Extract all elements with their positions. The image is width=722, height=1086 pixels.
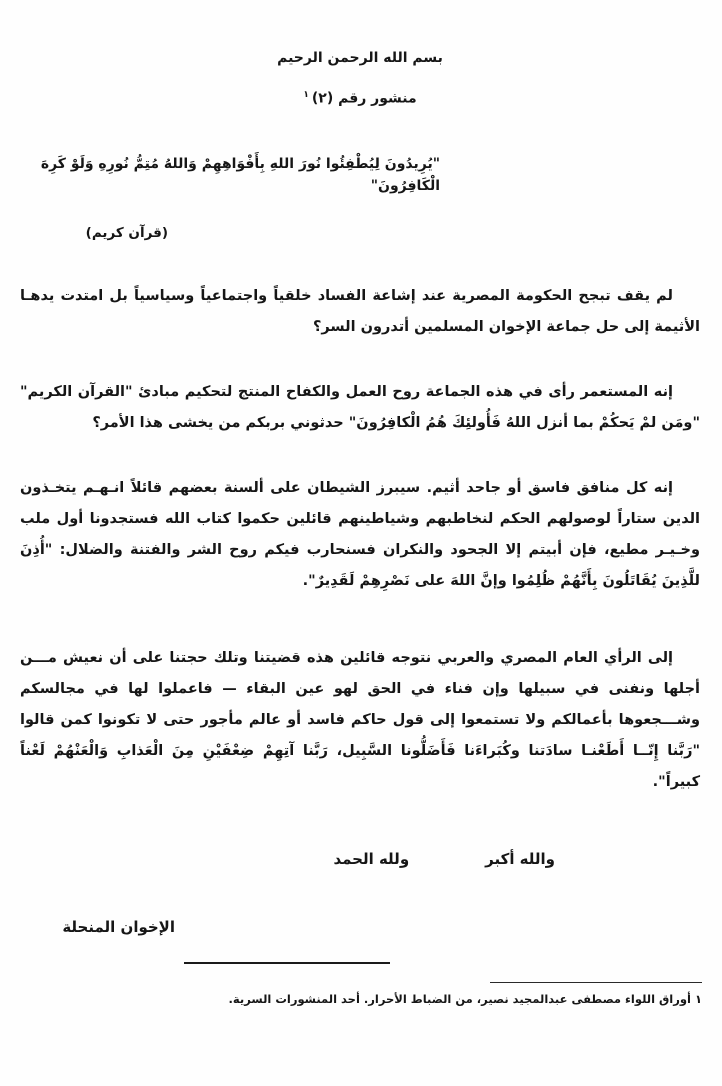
- paragraph-3: إنه كل منافق فاسق أو جاحد أثيم. سيبرز الشيطان على ألسنة بعضهم قائلاً انـهـم يتخـذون الدين ستاراً لوصولهم الحكم لنخاطبهم وشياطينهم قائلين حكموا كتاب الله فستجدونا أول ملب وخـيـر مطيع، فإن أبيتم إلا الجحود والنكران فسنحارب فيكم روح الشر والفتنة والضلال: "أُذِنَ للَّذِينَ يُقَاتَلُونَ بِأَنَّهُمْ ظُلِمُوا وإنَّ اللهَ على نَصْرِهِمْ لَقَدِيرٌ".: [20, 479, 700, 589]
- document-title: [20, 90, 700, 107]
- signature-text: الإخوان المنحلة: [62, 917, 175, 936]
- verse-attribution: (قرآن كريم): [85, 224, 168, 241]
- title-footnote-marker: ١: [303, 90, 309, 100]
- paragraph-1: لم يقف تبجح الحكومة المصرية عند إشاعة الفساد خلقياً واجتماعياً وسياسياً بل امتدت يدهـا الأثيمة إلى حل جماعة الإخوان المسلمين أتدرون السر؟: [20, 287, 700, 335]
- paragraph-2: إنه المستعمر رأى في هذه الجماعة روح العمل والكفاح المنتج لتحكيم مبادئ "القرآن الكريم" "ومَن لمْ يَحكُمْ بما أنزل اللهُ فَأُولئِكَ هُمُ الْكافِرُونَ" حدثوني بربكم من يخشى هذا الأمر؟: [20, 383, 700, 431]
- title-text: منشور رقم (٢): [311, 90, 417, 107]
- closing-line: [333, 850, 555, 868]
- closing-takbir: والله أكبر: [485, 849, 555, 868]
- body-text: [20, 281, 700, 798]
- basmala-heading: بسم الله الرحمن الرحيم: [277, 50, 443, 66]
- quran-verse: "يُرِيدُونَ لِيُطْفِئُوا نُورَ اللهِ بِأَفْوَاهِهِمْ وَاللهُ مُتِمُّ نُورِهِ وَلَوْ كَرِهَ الْكَافِرُونَ": [40, 155, 440, 194]
- paragraph-4: إلى الرأي العام المصري والعربي نتوجه قائلين هذه قضيتنا وتلك حجتنا على أن نعيش مـــن أجلها ونفنى في سبيلها وإن فناء في الحق لهو عين البقاء — فاعملوا لها في مجالسكم وشـــجعوها بأعمالكم ولا تستمعوا إلى قول حاكم فاسد أو عالم مأجور حتى لا تكونوا كمن قالوا "رَبَّنا إِنّــا أَطَعْنـا سادَتنا وكُبَراءَنا فَأَضَلُّونا السَّبِيل، رَبَّنا آتِهِمْ ضِعْفَيْنِ مِنَ الْعَذابِ وَالْعَنْهُمْ لَعْناً كبيراً".: [20, 649, 700, 790]
- signature-rule: [184, 962, 390, 964]
- footnote-rule: [490, 982, 702, 983]
- footnote-area: [22, 982, 702, 1006]
- closing-hamd: ولله الحمد: [333, 849, 410, 868]
- footnote-text: ١ أوراق اللواء مصطفى عبدالمجيد نصير، من الضباط الأحرار. أحد المنشورات السرية.: [228, 992, 702, 1006]
